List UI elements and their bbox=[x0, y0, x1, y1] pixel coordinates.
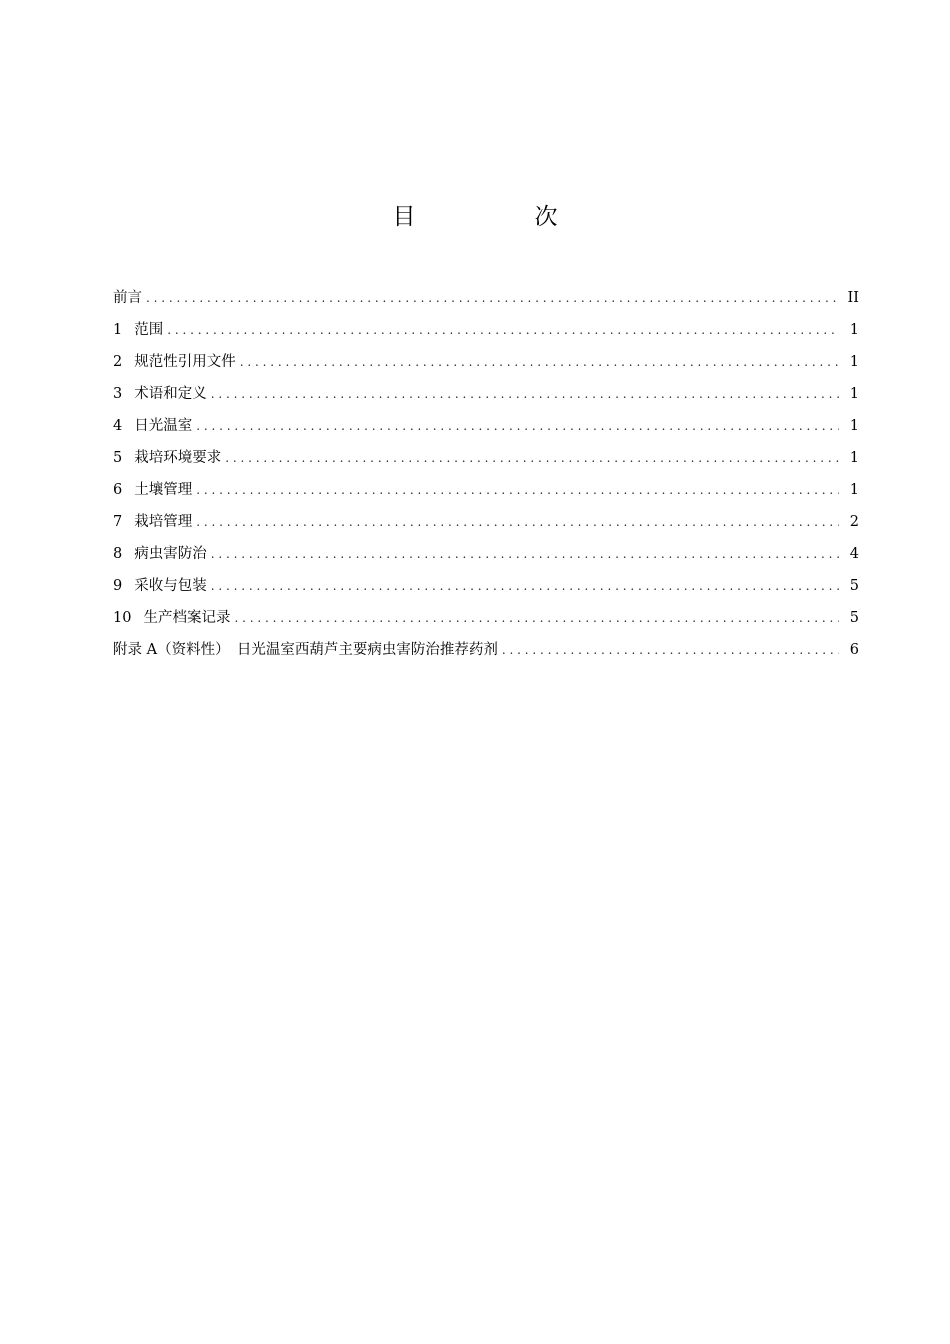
toc-entry-label: 栽培管理 bbox=[134, 514, 193, 530]
toc-dot-leader bbox=[167, 319, 839, 341]
toc-entry-environment-requirements[interactable] bbox=[113, 447, 859, 479]
toc-entry-scope[interactable] bbox=[113, 319, 859, 351]
toc-entry-page: 1 bbox=[849, 354, 859, 370]
toc-entry-pest-control[interactable] bbox=[113, 543, 859, 575]
toc-dot-leader bbox=[146, 287, 839, 309]
toc-dot-leader bbox=[502, 639, 839, 661]
toc-dot-leader bbox=[211, 575, 839, 597]
toc-entry-number: 1 bbox=[113, 322, 123, 338]
toc-entry-number: 10 bbox=[113, 610, 132, 626]
toc-entry-number: 5 bbox=[113, 450, 123, 466]
toc-dot-leader bbox=[240, 351, 839, 373]
toc-entry-normative-references[interactable] bbox=[113, 351, 859, 383]
toc-entry-label: 术语和定义 bbox=[134, 386, 207, 402]
toc-dot-leader bbox=[211, 383, 839, 405]
toc-entry-soil-management[interactable] bbox=[113, 479, 859, 511]
toc-entry-label: 附录 A（资料性） 日光温室西葫芦主要病虫害防治推荐药剂 bbox=[113, 642, 498, 658]
page-title: 目 次 bbox=[392, 204, 606, 230]
toc-entry-label: 日光温室 bbox=[134, 418, 193, 434]
toc-entry-number: 6 bbox=[113, 482, 123, 498]
toc-entry-cultivation-management[interactable] bbox=[113, 511, 859, 543]
toc-entry-number: 2 bbox=[113, 354, 123, 370]
toc-dot-leader bbox=[225, 447, 839, 469]
toc-entry-page: 1 bbox=[849, 386, 859, 402]
toc-entry-page: 5 bbox=[849, 610, 859, 626]
toc-entry-number: 3 bbox=[113, 386, 123, 402]
toc-entry-harvest-packaging[interactable] bbox=[113, 575, 859, 607]
toc-dot-leader bbox=[196, 479, 839, 501]
toc-entry-label: 病虫害防治 bbox=[134, 546, 207, 562]
toc-entry-page: 1 bbox=[849, 450, 859, 466]
toc-entry-page: 1 bbox=[849, 482, 859, 498]
toc-entry-label: 采收与包装 bbox=[134, 578, 207, 594]
toc-entry-page: 1 bbox=[849, 418, 859, 434]
toc-entry-label: 规范性引用文件 bbox=[134, 354, 236, 370]
toc-dot-leader bbox=[234, 607, 839, 629]
toc-entry-label: 土壤管理 bbox=[134, 482, 193, 498]
toc-entry-label: 范围 bbox=[134, 322, 164, 338]
toc-entry-label: 前言 bbox=[113, 290, 142, 306]
toc-entry-page: 1 bbox=[849, 322, 859, 338]
toc-entry-page: 2 bbox=[849, 514, 859, 530]
toc-entry-number: 9 bbox=[113, 578, 123, 594]
toc-entry-page: 5 bbox=[849, 578, 859, 594]
toc-entry-foreword[interactable] bbox=[113, 287, 859, 319]
toc-dot-leader bbox=[211, 543, 839, 565]
toc-dot-leader bbox=[196, 511, 839, 533]
toc-entry-label: 生产档案记录 bbox=[143, 610, 231, 626]
toc-entry-number: 8 bbox=[113, 546, 123, 562]
toc-entry-page: 4 bbox=[849, 546, 859, 562]
toc-entry-page: II bbox=[847, 290, 859, 306]
toc-dot-leader bbox=[196, 415, 839, 437]
toc-entry-number: 7 bbox=[113, 514, 123, 530]
table-of-contents bbox=[113, 287, 859, 671]
toc-entry-production-records[interactable] bbox=[113, 607, 859, 639]
toc-entry-terms-definitions[interactable] bbox=[113, 383, 859, 415]
toc-entry-label: 栽培环境要求 bbox=[134, 450, 222, 466]
toc-entry-appendix-a[interactable] bbox=[113, 639, 859, 671]
toc-entry-solar-greenhouse[interactable] bbox=[113, 415, 859, 447]
toc-entry-number: 4 bbox=[113, 418, 123, 434]
toc-entry-page: 6 bbox=[849, 642, 859, 658]
